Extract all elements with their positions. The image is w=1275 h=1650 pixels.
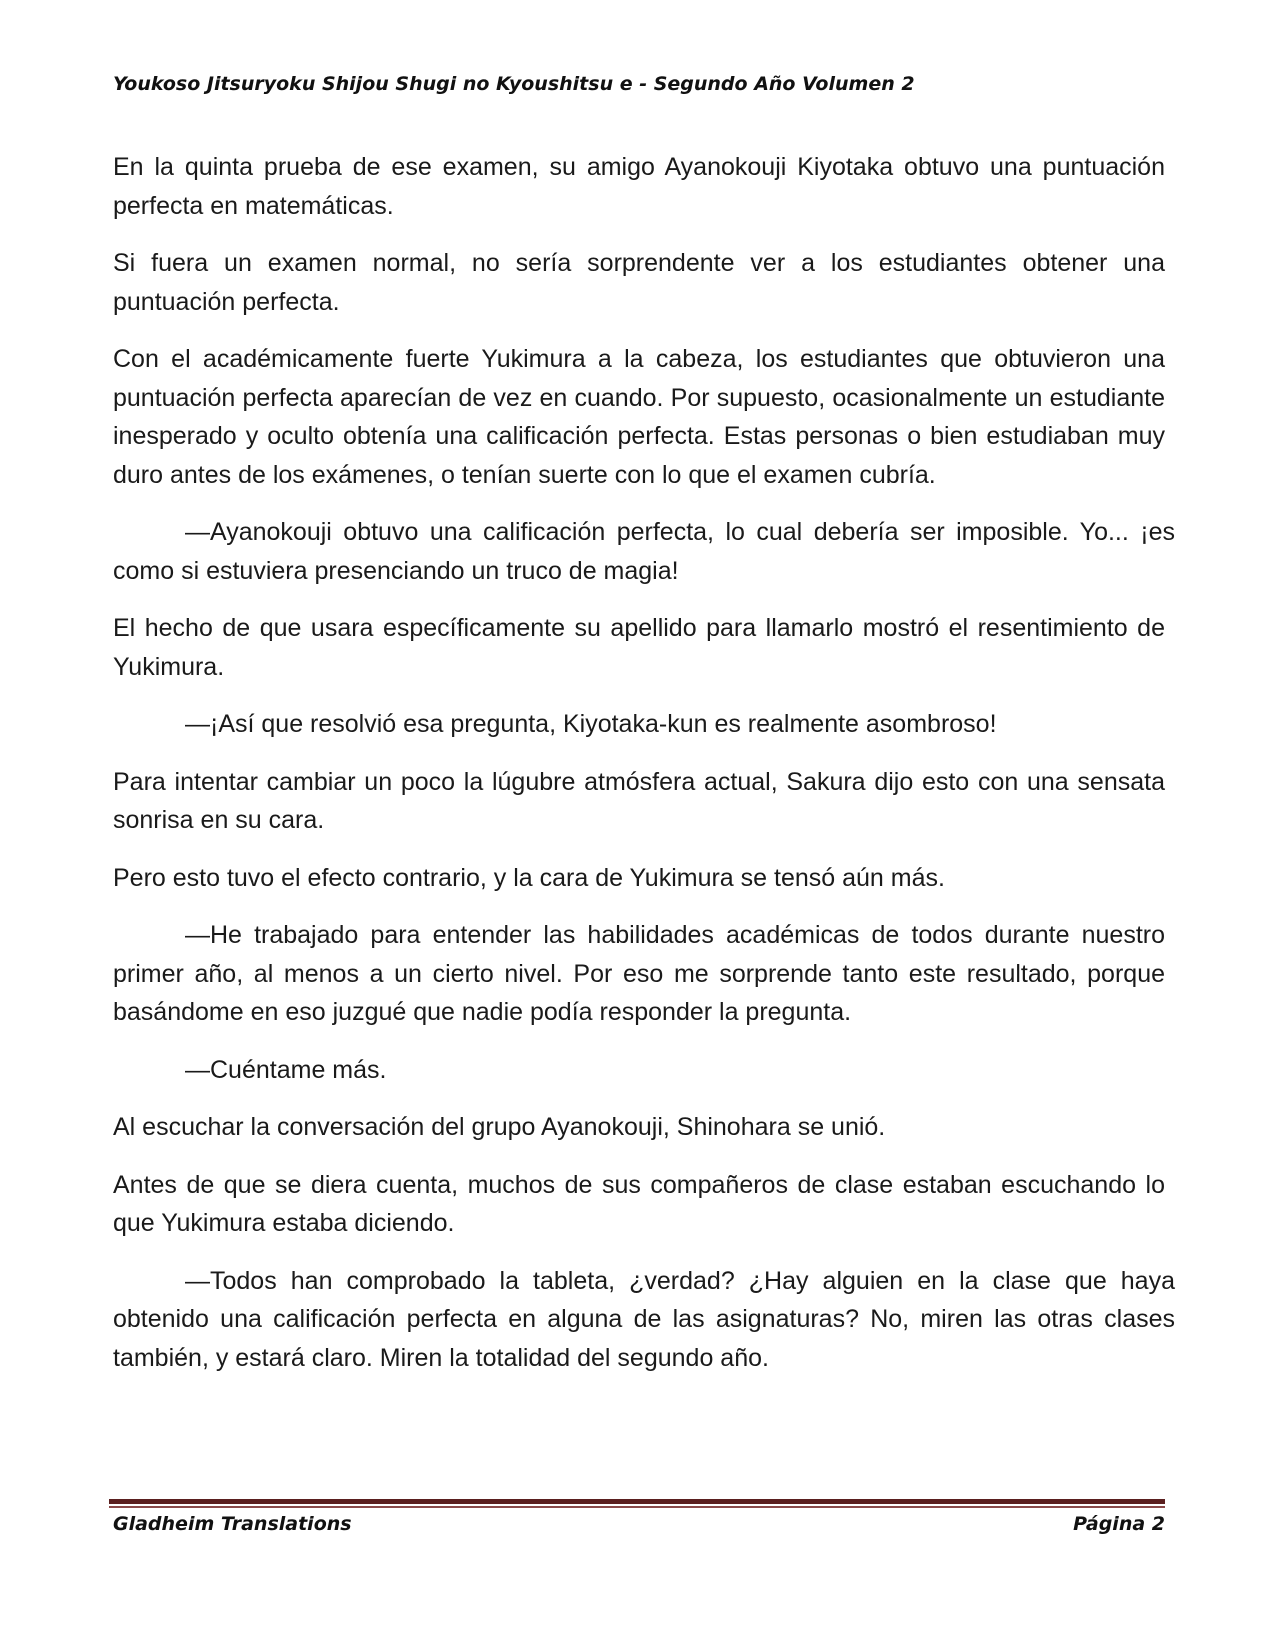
dialogue-paragraph: —Cuéntame más. xyxy=(185,1055,387,1084)
dialogue-paragraph: —Todos han comprobado la tableta, ¿verdad? ¿Hay alguien en la clase que haya obtenido una calificación perfecta en alguna de las asignaturas? No, miren las otras clases también, y estará claro. Miren la totalidad del segundo año. xyxy=(113,1266,1175,1372)
paragraph: Pero esto tuvo el efecto contrario, y la cara de Yukimura se tensó aún más. xyxy=(113,863,945,892)
dialogue-paragraph: —He trabajado para entender las habilidades académicas de todos durante nuestro primer año, al menos a un cierto nivel. Por eso me sorprende tanto este resultado, porque basándome en eso juzgué que nadie podía responder la pregunta. xyxy=(113,921,1165,1026)
paragraph: El hecho de que usara específicamente su apellido para llamarlo mostró el resentimiento de Yukimura. xyxy=(113,614,1165,681)
page-number: Página 2 xyxy=(1073,1513,1165,1535)
dialogue-paragraph: —Ayanokouji obtuvo una calificación perfecta, lo cual debería ser imposible. Yo... ¡es como si estuviera presenciando un truco de magia! xyxy=(113,518,1175,585)
body-text xyxy=(113,148,1175,1396)
paragraph: Con el académicamente fuerte Yukimura a la cabeza, los estudiantes que obtuvieron una puntuación perfecta aparecían de vez en cuando. Por supuesto, ocasionalmente un estudiante inesperado y oculto obtenía una calificación perfecta. Estas personas o bien estudiaban muy duro antes de los exámenes, o tenían suerte con lo que el examen cubría. xyxy=(113,345,1165,489)
paragraph: Antes de que se diera cuenta, muchos de sus compañeros de clase estaban escuchando lo que Yukimura estaba diciendo. xyxy=(113,1170,1165,1237)
footer-divider-thin xyxy=(109,1506,1165,1508)
footer-divider-thick xyxy=(109,1499,1165,1504)
running-header: Youkoso Jitsuryoku Shijou Shugi no Kyoushitsu e - Segundo Año Volumen 2 xyxy=(113,73,915,95)
paragraph: En la quinta prueba de ese examen, su amigo Ayanokouji Kiyotaka obtuvo una puntuación perfecta en matemáticas. xyxy=(113,153,1165,220)
dialogue-paragraph: —¡Así que resolvió esa pregunta, Kiyotaka-kun es realmente asombroso! xyxy=(185,710,997,738)
footer-divider xyxy=(109,1499,1165,1508)
paragraph: Para intentar cambiar un poco la lúgubre atmósfera actual, Sakura dijo esto con una sensata sonrisa en su cara. xyxy=(113,767,1165,834)
footer-credit: Gladheim Translations xyxy=(113,1513,352,1535)
paragraph: Al escuchar la conversación del grupo Ayanokouji, Shinohara se unió. xyxy=(113,1113,886,1141)
paragraph: Si fuera un examen normal, no sería sorprendente ver a los estudiantes obtener una puntuación perfecta. xyxy=(113,249,1165,316)
